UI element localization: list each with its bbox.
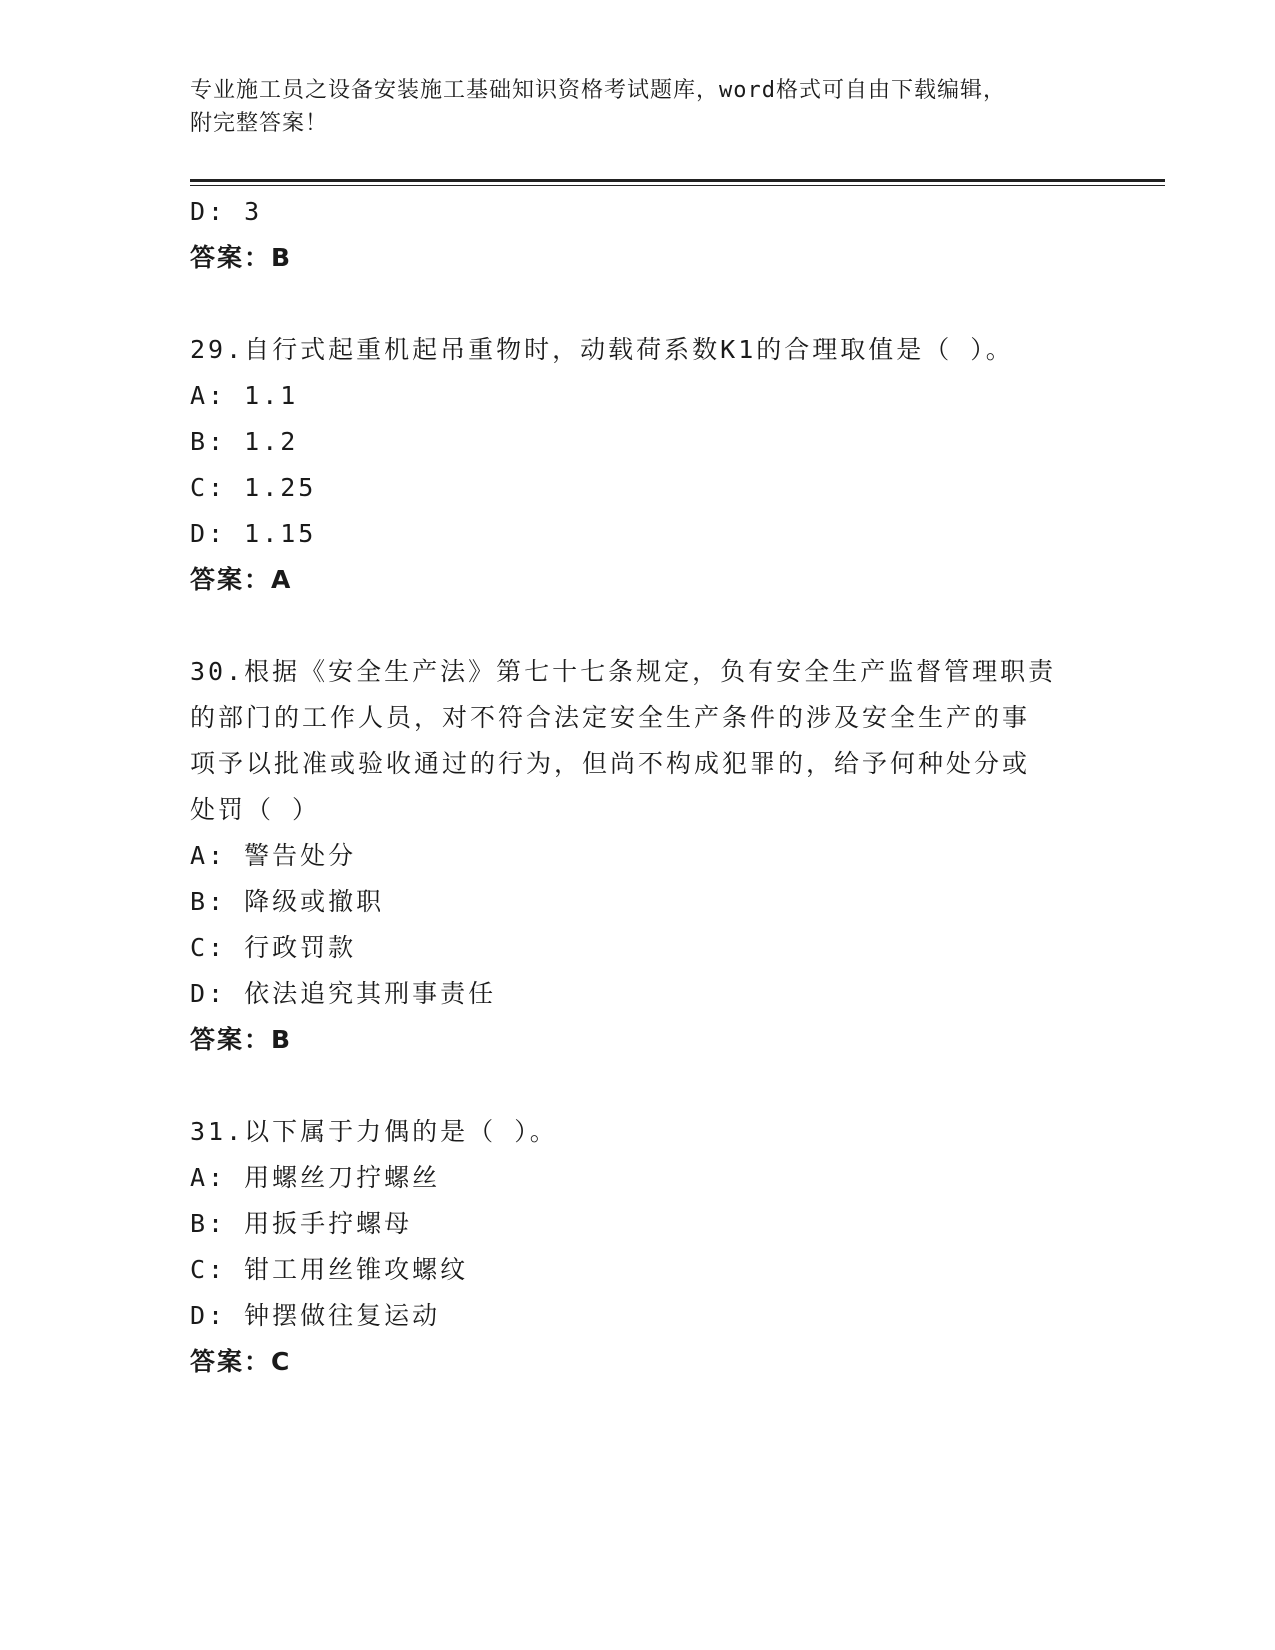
question-29 — [190, 327, 1090, 603]
answer: 答案：B — [190, 1025, 293, 1054]
option-a: A: 用螺丝刀拧螺丝 — [190, 1163, 441, 1192]
option-a: A: 1.1 — [190, 381, 299, 410]
header-divider-thick — [190, 179, 1165, 182]
question-30 — [190, 649, 1090, 1063]
question-stem: 29.自行式起重机起吊重物时，动载荷系数K1的合理取值是（ ）。 — [190, 335, 1014, 364]
prev-option-d: D: 3 — [190, 197, 263, 226]
header-divider-thin — [190, 185, 1165, 186]
option-c: C: 1.25 — [190, 473, 317, 502]
question-stem-line-3: 项予以批准或验收通过的行为，但尚不构成犯罪的，给予何种处分或 — [190, 749, 1031, 778]
header-line-2: 附完整答案！ — [190, 111, 329, 136]
document-header — [190, 74, 1080, 140]
spacer — [190, 281, 1090, 327]
question-stem-line-2: 的部门的工作人员，对不符合法定安全生产条件的涉及安全生产的事 — [190, 703, 1031, 732]
answer: 答案：A — [190, 565, 293, 594]
header-line-1: 专业施工员之设备安装施工基础知识资格考试题库，word格式可自由下载编辑， — [190, 78, 1006, 103]
option-b: B: 用扳手拧螺母 — [190, 1209, 413, 1238]
question-stem: 31.以下属于力偶的是（ ）。 — [190, 1117, 558, 1146]
option-b: B: 1.2 — [190, 427, 299, 456]
option-d: D: 依法追究其刑事责任 — [190, 979, 497, 1008]
option-d: D: 钟摆做往复运动 — [190, 1301, 441, 1330]
question-list — [190, 189, 1090, 1385]
question-stem-line-1: 30.根据《安全生产法》第七十七条规定，负有安全生产监督管理职责 — [190, 657, 1057, 686]
option-c: C: 行政罚款 — [190, 933, 357, 962]
option-c: C: 钳工用丝锥攻螺纹 — [190, 1255, 469, 1284]
answer: 答案：C — [190, 1347, 292, 1376]
spacer — [190, 603, 1090, 649]
option-b: B: 降级或撤职 — [190, 887, 385, 916]
question-stem-line-4: 处罚（ ） — [190, 795, 321, 824]
option-a: A: 警告处分 — [190, 841, 357, 870]
spacer — [190, 1063, 1090, 1109]
prev-answer: 答案：B — [190, 243, 293, 272]
question-31 — [190, 1109, 1090, 1385]
option-d: D: 1.15 — [190, 519, 317, 548]
